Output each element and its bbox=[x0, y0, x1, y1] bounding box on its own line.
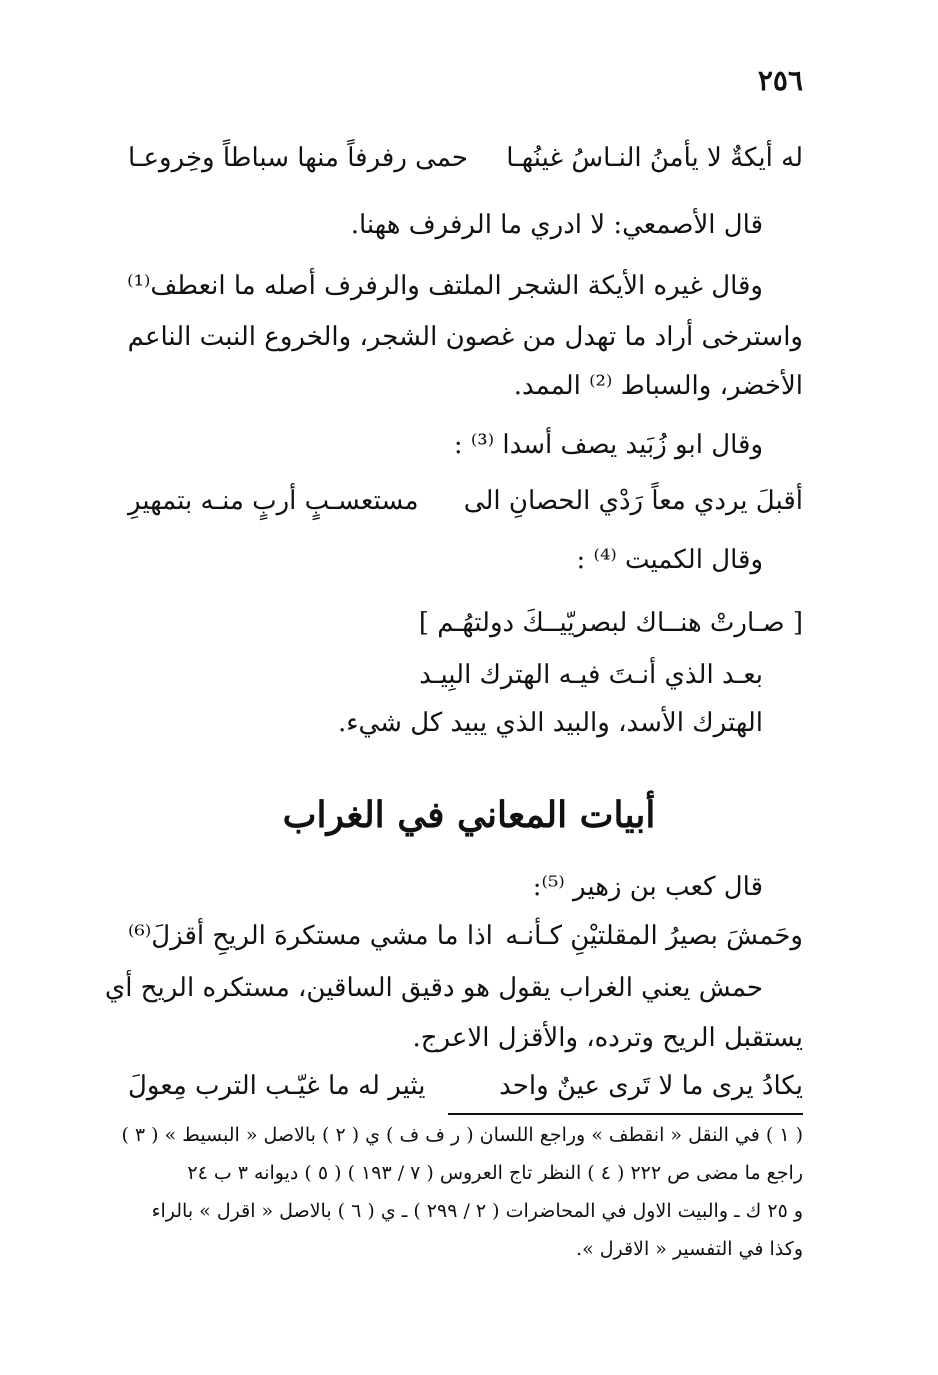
verse-hemistich-second: مستعسـبٍ أربٍ منـه بتمهيرِ bbox=[128, 486, 419, 516]
verse-hemistich-first: وحَمشَ بصيرُ المقلتيْنِ كـأنـه bbox=[505, 921, 803, 951]
prose-line: الأخضر، والسباط ⁽²⁾ الممد. bbox=[513, 371, 803, 401]
prose-line: وقال غيره الأيكة الشجر الملتف والرفرف أصله ما انعطف⁽¹⁾ bbox=[127, 271, 763, 301]
verse-hemistich-second: يثير له ما غيّـب الترب مِعولَ bbox=[128, 1071, 426, 1101]
footnote-line: ( ١ ) في النقل « انقطف » وراجع اللسان ( ر ف ف ) ي ( ٢ ) بالاصل « البسيط » ( ٣ ) bbox=[121, 1124, 803, 1146]
verse-line bbox=[128, 916, 803, 956]
verse-line bbox=[128, 138, 803, 178]
footnote-line: و ٢٥ ك ـ والبيت الاول في المحاضرات ( ٢ / ٢٩٩ ) ـ ي ( ٦ ) بالاصل « اقرل » بالراء bbox=[151, 1200, 803, 1222]
verse-hemistich-first: أقبلَ يردي معاً رَدْي الحصانِ الى bbox=[463, 486, 803, 516]
prose-line: يستقبل الريح وترده، والأقزل الاعرج. bbox=[412, 1023, 803, 1053]
verse-hemistich-second: اذا ما مشي مستكرهَ الريحِ أقزلَ⁽⁶⁾ bbox=[128, 921, 493, 951]
verse-line-first-hemistich: [ صـارتْ هنــاك لبصريّيــكَ دولتهُـم ] bbox=[418, 608, 803, 638]
prose-line: واسترخى أراد ما تهدل من غصون الشجر، والخروع النبت الناعم bbox=[127, 322, 803, 352]
prose-line: حمش يعني الغراب يقول هو دقيق الساقين، مستكره الريح أي bbox=[104, 973, 763, 1003]
verse-line-second-hemistich: بعـد الذي أنـتَ فيـه الهترك البِيـد bbox=[419, 660, 763, 690]
gloss-line: الهترك الأسد، والبيد الذي يبيد كل شيء. bbox=[338, 708, 763, 738]
prose-line: وقال ابو زُبَيد يصف أسدا ⁽³⁾ : bbox=[453, 430, 763, 460]
verse-line bbox=[128, 481, 803, 521]
page-number: ٢٥٦ bbox=[757, 64, 803, 97]
verse-line bbox=[128, 1066, 803, 1106]
footnote-line: وكذا في التفسير « الاقرل ». bbox=[576, 1238, 803, 1260]
verse-hemistich-second: حمى رفرفاً منها سباطاً وخِروعـا bbox=[128, 143, 468, 173]
footnote-separator bbox=[448, 1113, 803, 1115]
prose-line: قال كعب بن زهير ⁽⁵⁾: bbox=[532, 872, 763, 902]
verse-hemistich-first: يكادُ يرى ما لا تَرى عينٌ واحد bbox=[499, 1071, 803, 1101]
prose-line: وقال الكميت ⁽⁴⁾ : bbox=[576, 545, 763, 575]
section-title: أبيات المعاني في الغراب bbox=[282, 794, 656, 836]
prose-line: قال الأصمعي: لا ادري ما الرفرف ههنا. bbox=[350, 210, 763, 240]
footnote-line: راجع ما مضى ص ٢٢٢ ( ٤ ) النظر تاج العروس ( ٧ / ١٩٣ ) ( ٥ ) ديوانه ٣ ب ٢٤ bbox=[187, 1162, 803, 1184]
verse-hemistich-first: له أيكةٌ لا يأمنُ النـاسُ غينُهـا bbox=[506, 143, 803, 173]
